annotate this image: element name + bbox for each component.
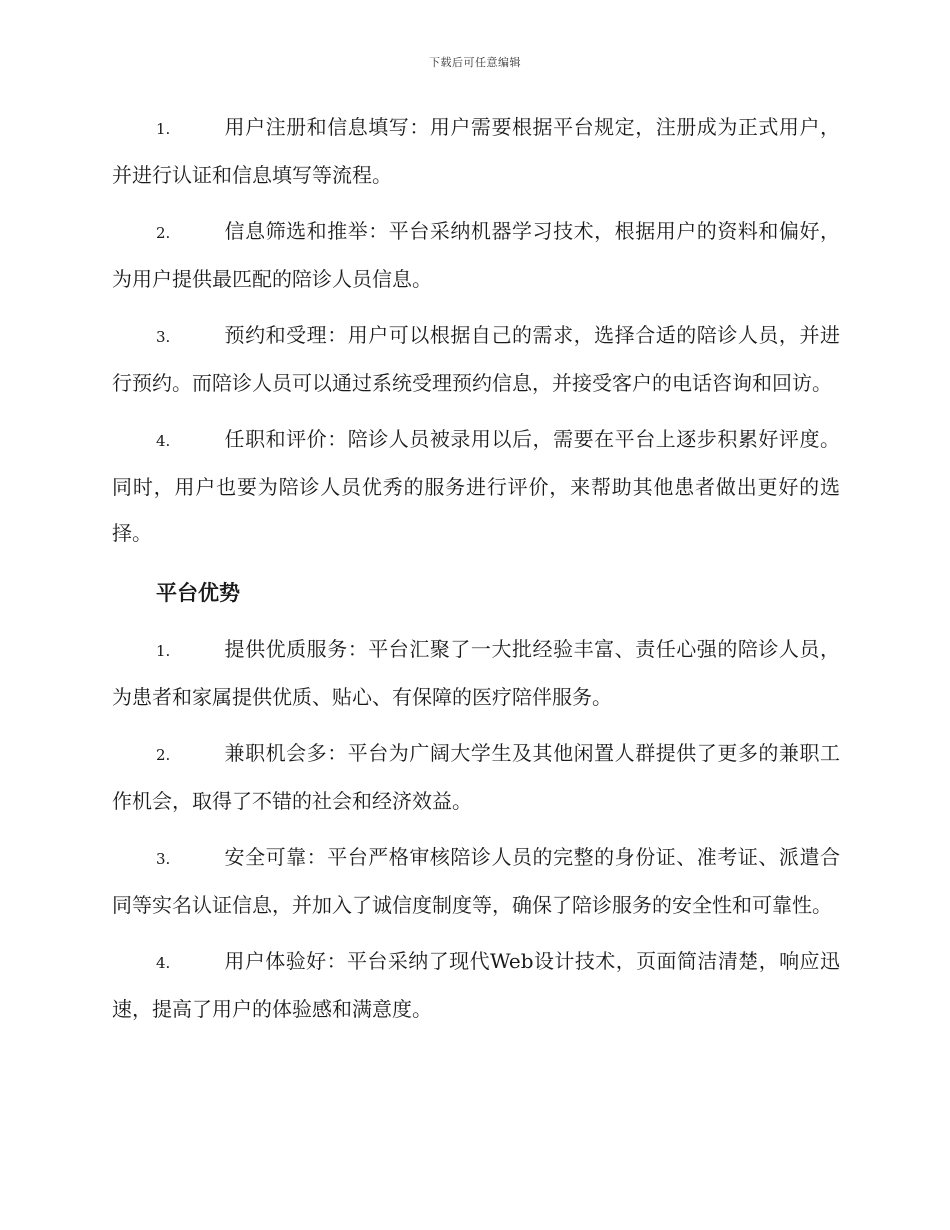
item-number: 3. <box>156 328 171 346</box>
item-text: 安全可靠：平台严格审核陪诊人员的完整的身份证、准考证、派遣合同等实名认证信息，并加入了诚信度制度等，确保了陪诊服务的安全性和可靠性。 <box>112 845 840 917</box>
item-text: 用户体验好：平台采纳了现代Web设计技术，页面简洁清楚，响应迅速，提高了用户的体验感和满意度。 <box>112 949 840 1021</box>
item-number: 3. <box>156 850 171 868</box>
list-item <box>112 208 840 302</box>
item-text: 兼职机会多：平台为广阔大学生及其他闲置人群提供了更多的兼职工作机会，取得了不错的社会和经济效益。 <box>112 741 840 813</box>
item-number: 2. <box>156 224 171 242</box>
list-item <box>112 626 840 720</box>
item-text: 预约和受理：用户可以根据自己的需求，选择合适的陪诊人员，并进行预约。而陪诊人员可以通过系统受理预约信息，并接受客户的电话咨询和回访。 <box>112 323 840 395</box>
item-number: 4. <box>156 432 171 450</box>
item-text: 提供优质服务：平台汇聚了一大批经验丰富、责任心强的陪诊人员，为患者和家属提供优质、贴心、有保障的医疗陪伴服务。 <box>112 637 840 709</box>
list-item <box>112 730 840 824</box>
list-item <box>112 416 840 556</box>
item-number: 1. <box>156 120 171 138</box>
item-text: 用户注册和信息填写：用户需要根据平台规定，注册成为正式用户，并进行认证和信息填写等流程。 <box>112 115 840 187</box>
list-item <box>112 834 840 928</box>
list-item <box>112 312 840 406</box>
item-number: 4. <box>156 954 171 972</box>
item-number: 2. <box>156 746 171 764</box>
list-item <box>112 104 840 198</box>
document-body <box>112 104 840 1042</box>
header-note: 下载后可任意编辑 <box>429 56 521 69</box>
list-item <box>112 938 840 1032</box>
section-heading: 平台优势 <box>156 581 240 605</box>
item-number: 1. <box>156 642 171 660</box>
item-text: 信息筛选和推举：平台采纳机器学习技术，根据用户的资料和偏好，为用户提供最匹配的陪诊人员信息。 <box>112 219 840 291</box>
item-text: 任职和评价：陪诊人员被录用以后，需要在平台上逐步积累好评度。同时，用户也要为陪诊人员优秀的服务进行评价，来帮助其他患者做出更好的选择。 <box>112 427 840 545</box>
